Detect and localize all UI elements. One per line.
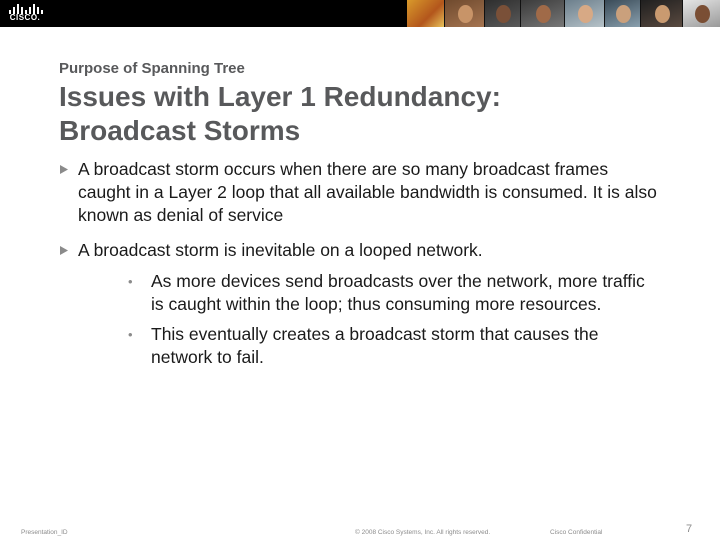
page-number: 7 (686, 523, 693, 535)
header-photo-strip (407, 0, 720, 27)
photo-tile (605, 0, 641, 27)
bullet-text: A broadcast storm is inevitable on a looped network. (78, 240, 483, 260)
photo-tile (445, 0, 485, 27)
photo-tile (683, 0, 720, 27)
slide-subtitle: Purpose of Spanning Tree (59, 60, 245, 77)
slide-title-line-1: Issues with Layer 1 Redundancy: (59, 81, 501, 112)
footer-confidential: Cisco Confidential (550, 529, 603, 536)
header-bar (0, 0, 720, 27)
bullet-item (59, 158, 659, 227)
sub-bullet-text: This eventually creates a broadcast storm that causes the network to fail. (151, 324, 599, 367)
photo-tile (641, 0, 683, 27)
footer-presentation-id: Presentation_ID (21, 529, 68, 536)
cisco-logo (7, 2, 43, 24)
slide-body (59, 158, 659, 369)
sub-bullet-item (121, 323, 649, 369)
bullet-item (59, 239, 659, 262)
slide-title-line-2: Broadcast Storms (59, 115, 301, 146)
sub-bullet-dot-icon: • (128, 274, 133, 289)
sub-bullet-text: As more devices send broadcasts over the network, more traffic is caught within the loop; thus consuming more resources. (151, 271, 645, 314)
bullet-marker-icon (60, 165, 68, 174)
photo-tile (407, 0, 445, 27)
sub-bullet-item (121, 270, 649, 316)
sub-bullet-dot-icon: • (128, 327, 133, 342)
slide-title (59, 80, 679, 148)
photo-tile (565, 0, 605, 27)
photo-tile (521, 0, 565, 27)
cisco-wordmark: CISCO. (9, 13, 41, 22)
bullet-marker-icon (60, 246, 68, 255)
footer-copyright: © 2008 Cisco Systems, Inc. All rights reserved. (355, 529, 491, 536)
bullet-text: A broadcast storm occurs when there are so many broadcast frames caught in a Layer 2 loop that all available bandwidth is consumed. It is also known as denial of service (78, 159, 657, 225)
photo-tile (485, 0, 521, 27)
